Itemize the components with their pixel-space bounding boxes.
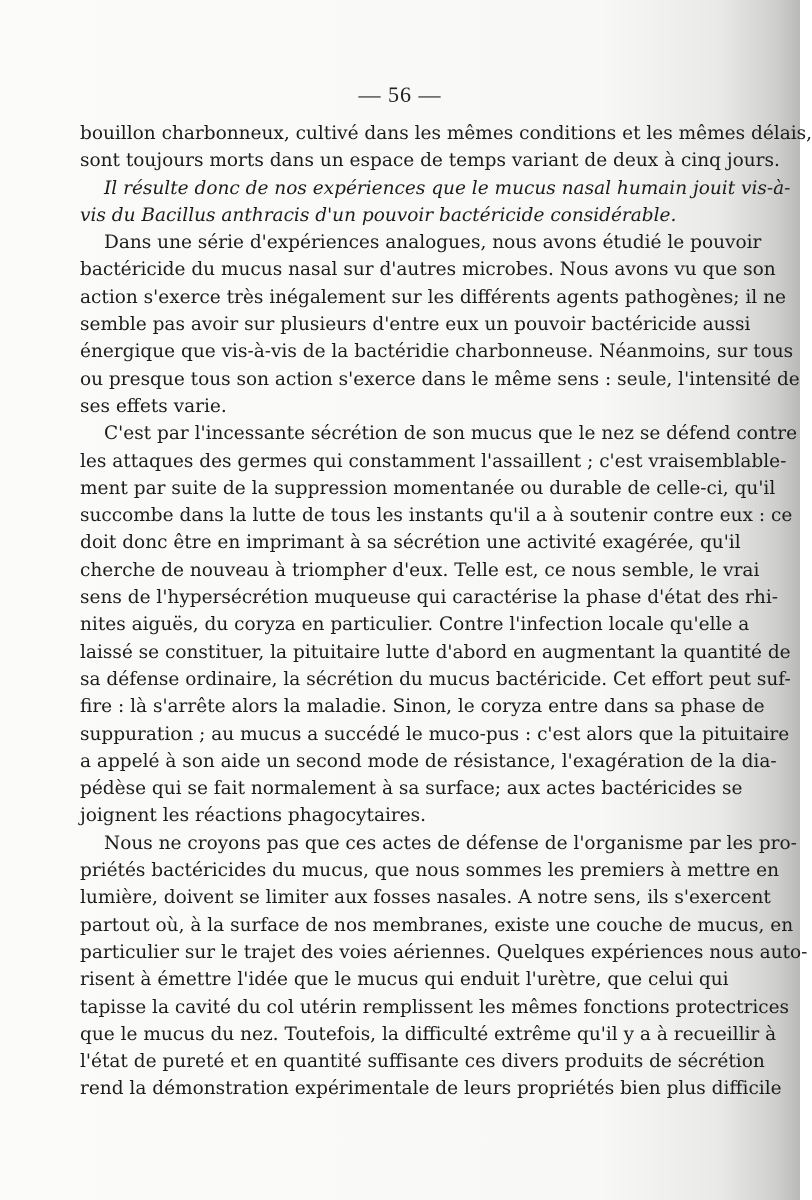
text-line: cherche de nouveau à triompher d'eux. Telle est, ce nous semble, le vrai <box>80 559 760 581</box>
text-line: action s'exerce très inégalement sur les différents agents pathogènes; il ne <box>80 286 786 308</box>
text-line: doit donc être en imprimant à sa sécrétion une activité exagérée, qu'il <box>80 532 741 554</box>
text-line: priétés bactéricides du mucus, que nous sommes les premiers à mettre en <box>80 860 780 882</box>
text-line: nites aiguës, du coryza en particulier. Contre l'infection locale qu'elle a <box>80 614 750 636</box>
text-line: fire : là s'arrête alors la maladie. Sinon, le coryza entre dans sa phase de <box>80 696 765 718</box>
text-line: suppuration ; au mucus a succédé le muco-pus : c'est alors que la pituitaire <box>80 723 790 745</box>
text-line: bactéricide du mucus nasal sur d'autres microbes. Nous avons vu que son <box>80 259 776 281</box>
text-line: sont toujours morts dans un espace de temps variant de deux à cinq jours. <box>80 150 780 172</box>
text-line: succombe dans la lutte de tous les instants qu'il a à soutenir contre eux : ce <box>80 505 793 527</box>
text-line: partout où, à la surface de nos membranes, existe une couche de mucus, en <box>80 914 794 936</box>
body-text <box>80 120 812 1103</box>
text-line: l'état de pureté et en quantité suffisante ces divers produits de sécrétion <box>80 1051 765 1073</box>
text-line: Il résulte donc de nos expériences que le mucus nasal humain jouit vis-à- <box>104 177 791 199</box>
text-line: les attaques des germes qui constamment l'assaillent ; c'est vraisemblable- <box>80 450 787 472</box>
text-line: Nous ne croyons pas que ces actes de défense de l'organisme par les pro- <box>104 832 797 854</box>
text-line: risent à émettre l'idée que le mucus qui enduit l'urètre, que celui qui <box>80 969 729 991</box>
text-line: ment par suite de la suppression momentanée ou durable de celle-ci, qu'il <box>80 477 776 499</box>
text-line: ses effets varie. <box>80 395 227 417</box>
text-line: joignent les réactions phagocytaires. <box>80 805 427 827</box>
text-line: C'est par l'incessante sécrétion de son mucus que le nez se défend contre <box>104 423 798 445</box>
text-line: sens de l'hypersécrétion muqueuse qui caractérise la phase d'état des rhi- <box>80 587 779 609</box>
text-line: rend la démonstration expérimentale de leurs propriétés bien plus difficile <box>80 1078 782 1100</box>
text-line: particulier sur le trajet des voies aériennes. Quelques expériences nous auto- <box>80 941 808 963</box>
text-line: Dans une série d'expériences analogues, nous avons étudié le pouvoir <box>104 232 762 254</box>
text-line: pédèse qui se fait normalement à sa surface; aux actes bactéricides se <box>80 778 743 800</box>
text-line: a appelé à son aide un second mode de résistance, l'exagération de la dia- <box>80 750 777 772</box>
text-line: laissé se constituer, la pituitaire lutte d'abord en augmentant la quantité de <box>80 641 791 663</box>
text-line: tapisse la cavité du col utérin remplissent les mêmes fonctions protectrices <box>80 996 790 1018</box>
text-line: vis du Bacillus anthracis d'un pouvoir bactéricide considérable. <box>80 204 677 226</box>
text-line: sa défense ordinaire, la sécrétion du mucus bactéricide. Cet effort peut suf- <box>80 668 791 690</box>
text-line: ou presque tous son action s'exerce dans le même sens : seule, l'intensité de <box>80 368 800 390</box>
text-line: énergique que vis-à-vis de la bactéridie charbonneuse. Néanmoins, sur tous <box>80 341 794 363</box>
text-line: bouillon charbonneux, cultivé dans les mêmes conditions et les mêmes délais, <box>80 123 812 144</box>
text-line: que le mucus du nez. Toutefois, la difficulté extrême qu'il y a à recueillir à <box>80 1023 777 1045</box>
text-line: lumière, doivent se limiter aux fosses nasales. A notre sens, ils s'exercent <box>80 887 771 909</box>
text-line: semble pas avoir sur plusieurs d'entre eux un pouvoir bactéricide aussi <box>80 314 751 336</box>
page-number: — 56 — <box>358 82 442 107</box>
